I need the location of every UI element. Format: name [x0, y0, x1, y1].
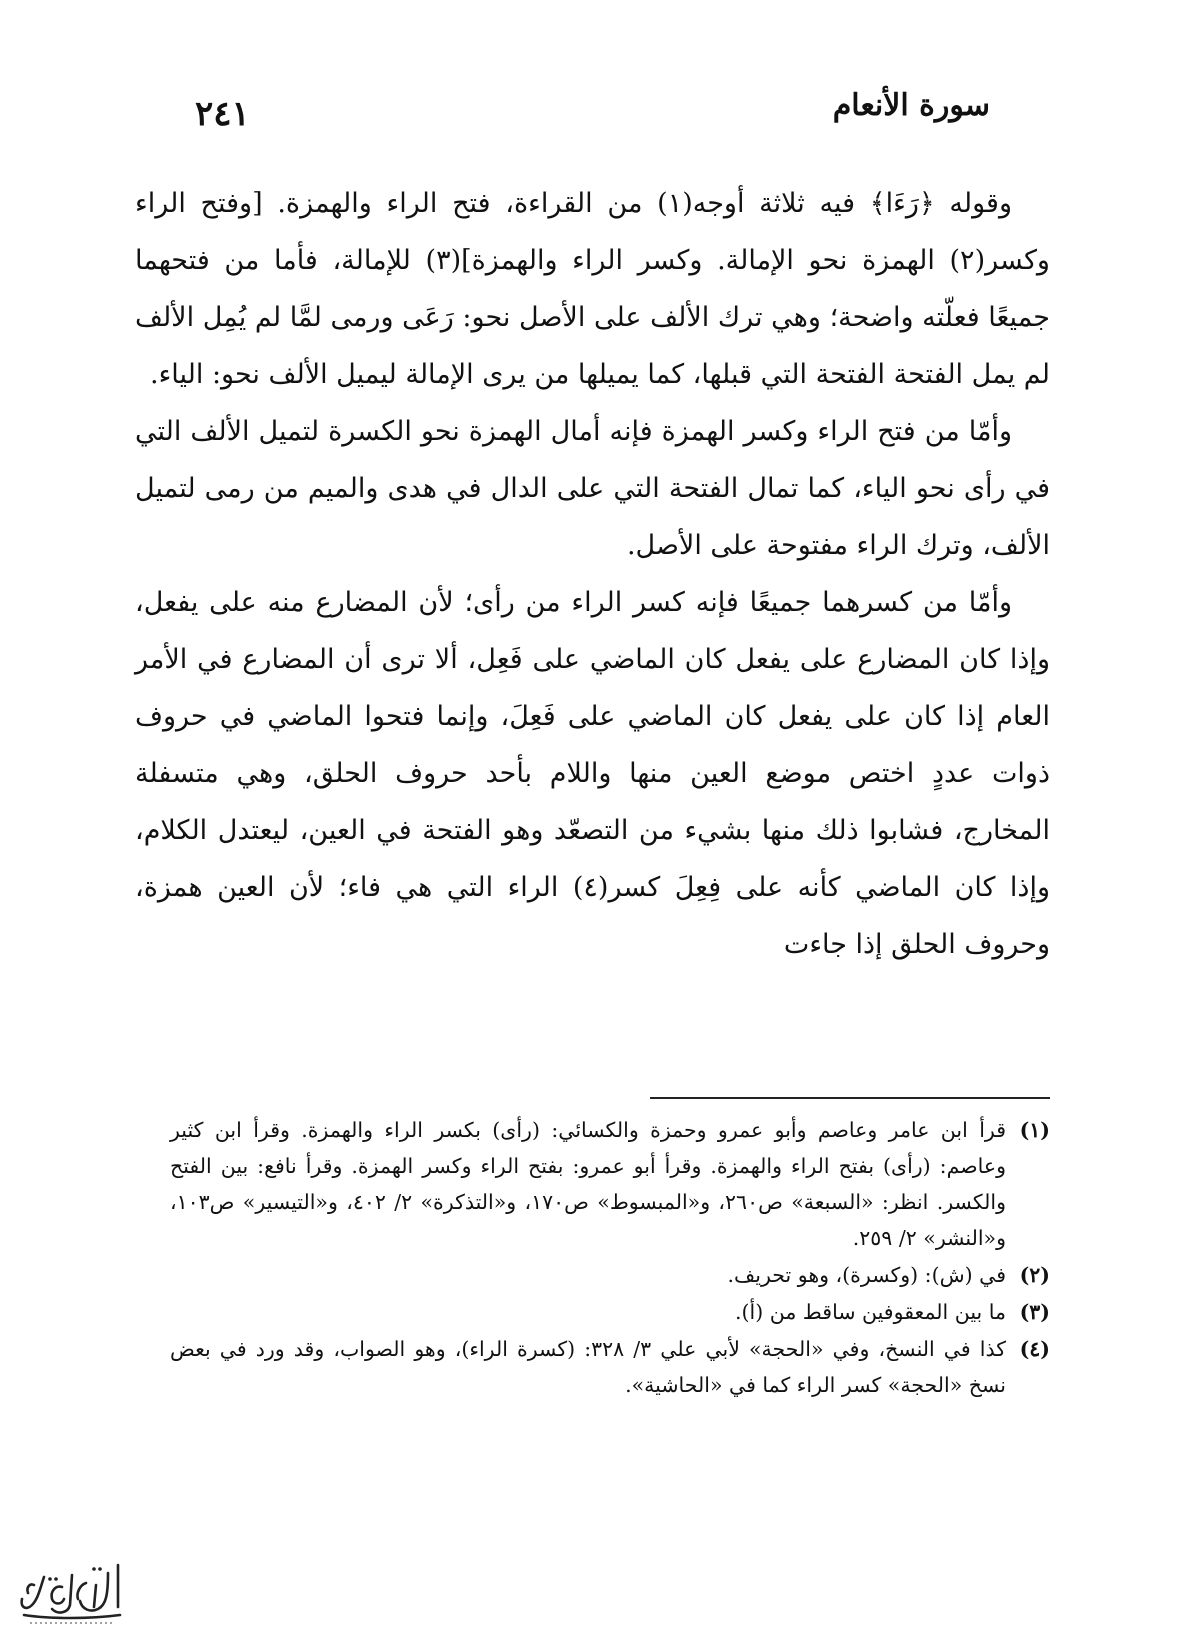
calligraphy-stamp-icon — [10, 1555, 130, 1630]
page-header — [195, 88, 990, 138]
footnote-number: (٢) — [1019, 1263, 1050, 1287]
paragraph: وقوله ﴿رَءَا﴾ فيه ثلاثة أوجه(١) من القراءة، فتح الراء والهمزة. [وفتح الراء وكسر(٢) الهمزة نحو الإمالة. وكسر الراء والهمزة](٣) للإمالة، فأما من فتحهما جميعًا فعلّته واضحة؛ وهي ترك الألف على الأصل نحو: رَعَى ورمى لمَّا لم يُمِل الألف لم يمل الفتحة الفتحة التي قبلها، كما يميلها من يرى الإمالة ليميل الألف نحو: الياء. — [135, 188, 1050, 390]
footnotes — [170, 1112, 1050, 1404]
footnote-number: (٤) — [1019, 1337, 1050, 1361]
main-text — [135, 175, 1050, 973]
footnote-number: (١) — [1019, 1118, 1050, 1142]
footnote-text: ما بين المعقوفين ساقط من (أ). — [734, 1300, 1006, 1324]
paragraph: وأمّا من كسرهما جميعًا فإنه كسر الراء من رأى؛ لأن المضارع منه على يفعل، وإذا كان المضارع على يفعل كان الماضي على فَعِل، ألا ترى أن المضارع في الأمر العام إذا كان على يفعل كان الماضي على فَعِلَ، وإنما فتحوا الماضي في حروف ذوات عددٍ اختص موضع العين منها واللام بأحد حروف الحلق، وهي متسفلة المخارج، فشابوا ذلك منها بشيء من التصعّد وهو الفتحة في العين، ليعتدل الكلام، وإذا كان الماضي كأنه على فِعِلَ كسر(٤) الراء التي هي فاء؛ لأن العين همزة، وحروف الحلق إذا جاءت — [135, 587, 1050, 960]
footnote — [170, 1294, 1050, 1330]
footnote — [170, 1331, 1050, 1403]
footnote-text: كذا في النسخ، وفي «الحجة» لأبي علي ٣/ ٣٢٨: (كسرة الراء)، وهو الصواب، وقد ورد في بعض نسخ «الحجة» كسر الراء كما في «الحاشية». — [170, 1337, 1006, 1397]
paragraph: وأمّا من فتح الراء وكسر الهمزة فإنه أمال الهمزة نحو الكسرة لتميل الألف التي في رأى نحو الياء، كما تمال الفتحة التي على الدال في هدى والميم من رمى لتميل الألف، وترك الراء مفتوحة على الأصل. — [135, 416, 1050, 561]
footnote-divider — [650, 1097, 1050, 1099]
footnote-text: قرأ ابن عامر وعاصم وأبو عمرو وحمزة والكسائي: (رأى) بكسر الراء والهمزة. وقرأ ابن كثير وعاصم: (رأى) بفتح الراء والهمزة. وقرأ أبو عمرو: بفتح الراء وكسر الهمزة. وقرأ نافع: بين الفتح والكسر. انظر: «السبعة» ص٢٦٠، و«المبسوط» ص١٧٠، و«التذكرة» ٢/ ٤٠٢، و«التيسير» ص١٠٣، و«النشر» ٢/ ٢٥٩. — [170, 1118, 1006, 1250]
chapter-title: سورة الأنعام — [832, 88, 990, 123]
footnote-text: في (ش): (وكسرة)، وهو تحريف. — [727, 1263, 1006, 1287]
footnote — [170, 1112, 1050, 1256]
footnote — [170, 1257, 1050, 1293]
footnote-number: (٣) — [1019, 1300, 1050, 1324]
page-number: ٢٤١ — [195, 94, 250, 134]
